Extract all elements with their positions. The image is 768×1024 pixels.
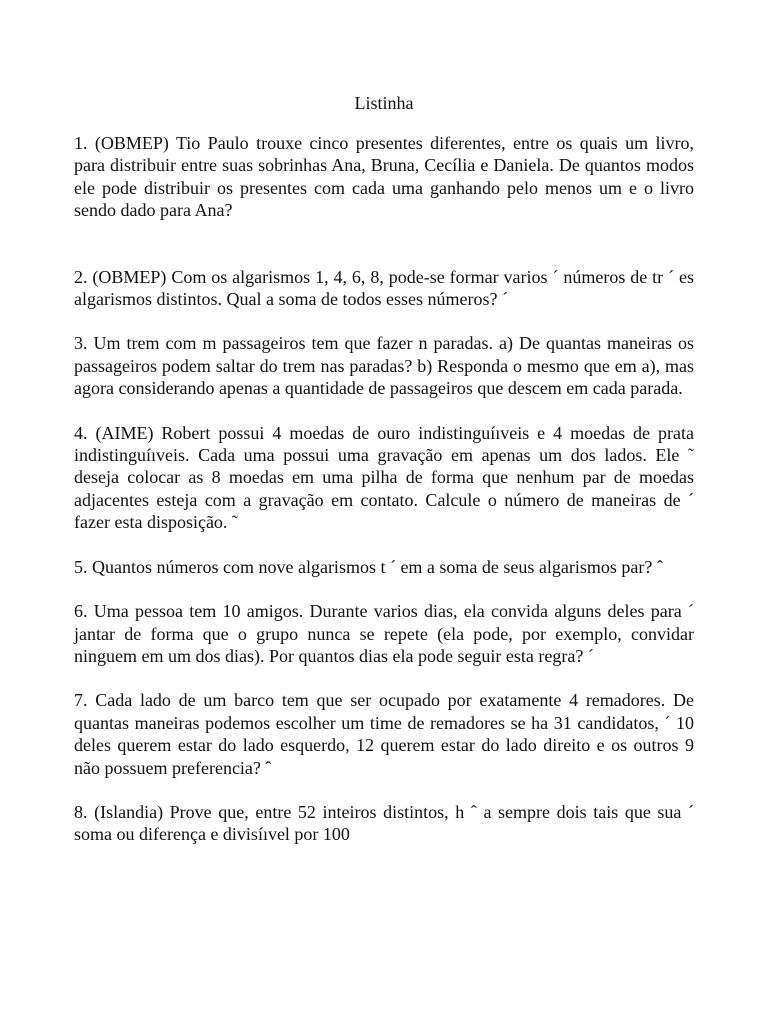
document-page [74,90,694,846]
problem-2: 2. (OBMEP) Com os algarismos 1, 4, 6, 8, pode-se formar varios ´ números de tr ´ es algarismos distintos. Qual a soma de todos esses números? ´ [74,266,694,310]
problem-4: 4. (AIME) Robert possui 4 moedas de ouro indistinguíıveis e 4 moedas de prata indistinguíıveis. Cada uma possui uma gravação em apenas um dos lados. Ele ˜ deseja colocar as 8 moedas em uma pilha de forma que nenhum par de moedas adjacentes esteja com a gravação em contato. Calcule o número de maneiras de ´ fazer esta disposição. ˜ [74,422,694,533]
problem-1: 1. (OBMEP) Tio Paulo trouxe cinco presentes diferentes, entre os quais um livro, para distribuir entre suas sobrinhas Ana, Bruna, Cecília e Daniela. De quantos modos ele pode distribuir os presentes com cada uma ganhando pelo menos um e o livro sendo dado para Ana? [74,133,694,221]
problem-8: 8. (Islandia) Prove que, entre 52 inteiros distintos, h ˆ a sempre dois tais que sua ´ soma ou diferença e divisíıvel por 100 [74,801,694,845]
document-title: Listinha [354,93,414,113]
problem-6: 6. Uma pessoa tem 10 amigos. Durante varios dias, ela convida alguns deles para ´ jantar de forma que o grupo nunca se repete (ela pode, por exemplo, convidar ninguem em um dos dias). Por quantos dias ela pode seguir esta regra? ´ [74,601,694,666]
problem-5: 5. Quantos números com nove algarismos t ´ em a soma de seus algarismos par? ˆ [74,556,663,577]
problem-7: 7. Cada lado de um barco tem que ser ocupado por exatamente 4 remadores. De quantas maneiras podemos escolher um time de remadores se ha 31 candidatos, ´ 10 deles querem estar do lado esquerdo, 12 querem estar do lado direito e os outros 9 não possuem preferencia? ˆ [74,690,694,778]
problem-3: 3. Um trem com m passageiros tem que fazer n paradas. a) De quantas maneiras os passageiros podem saltar do trem nas paradas? b) Responda o mesmo que em a), mas agora considerando apenas a quantidade de passageiros que descem em cada parada. [74,333,694,399]
